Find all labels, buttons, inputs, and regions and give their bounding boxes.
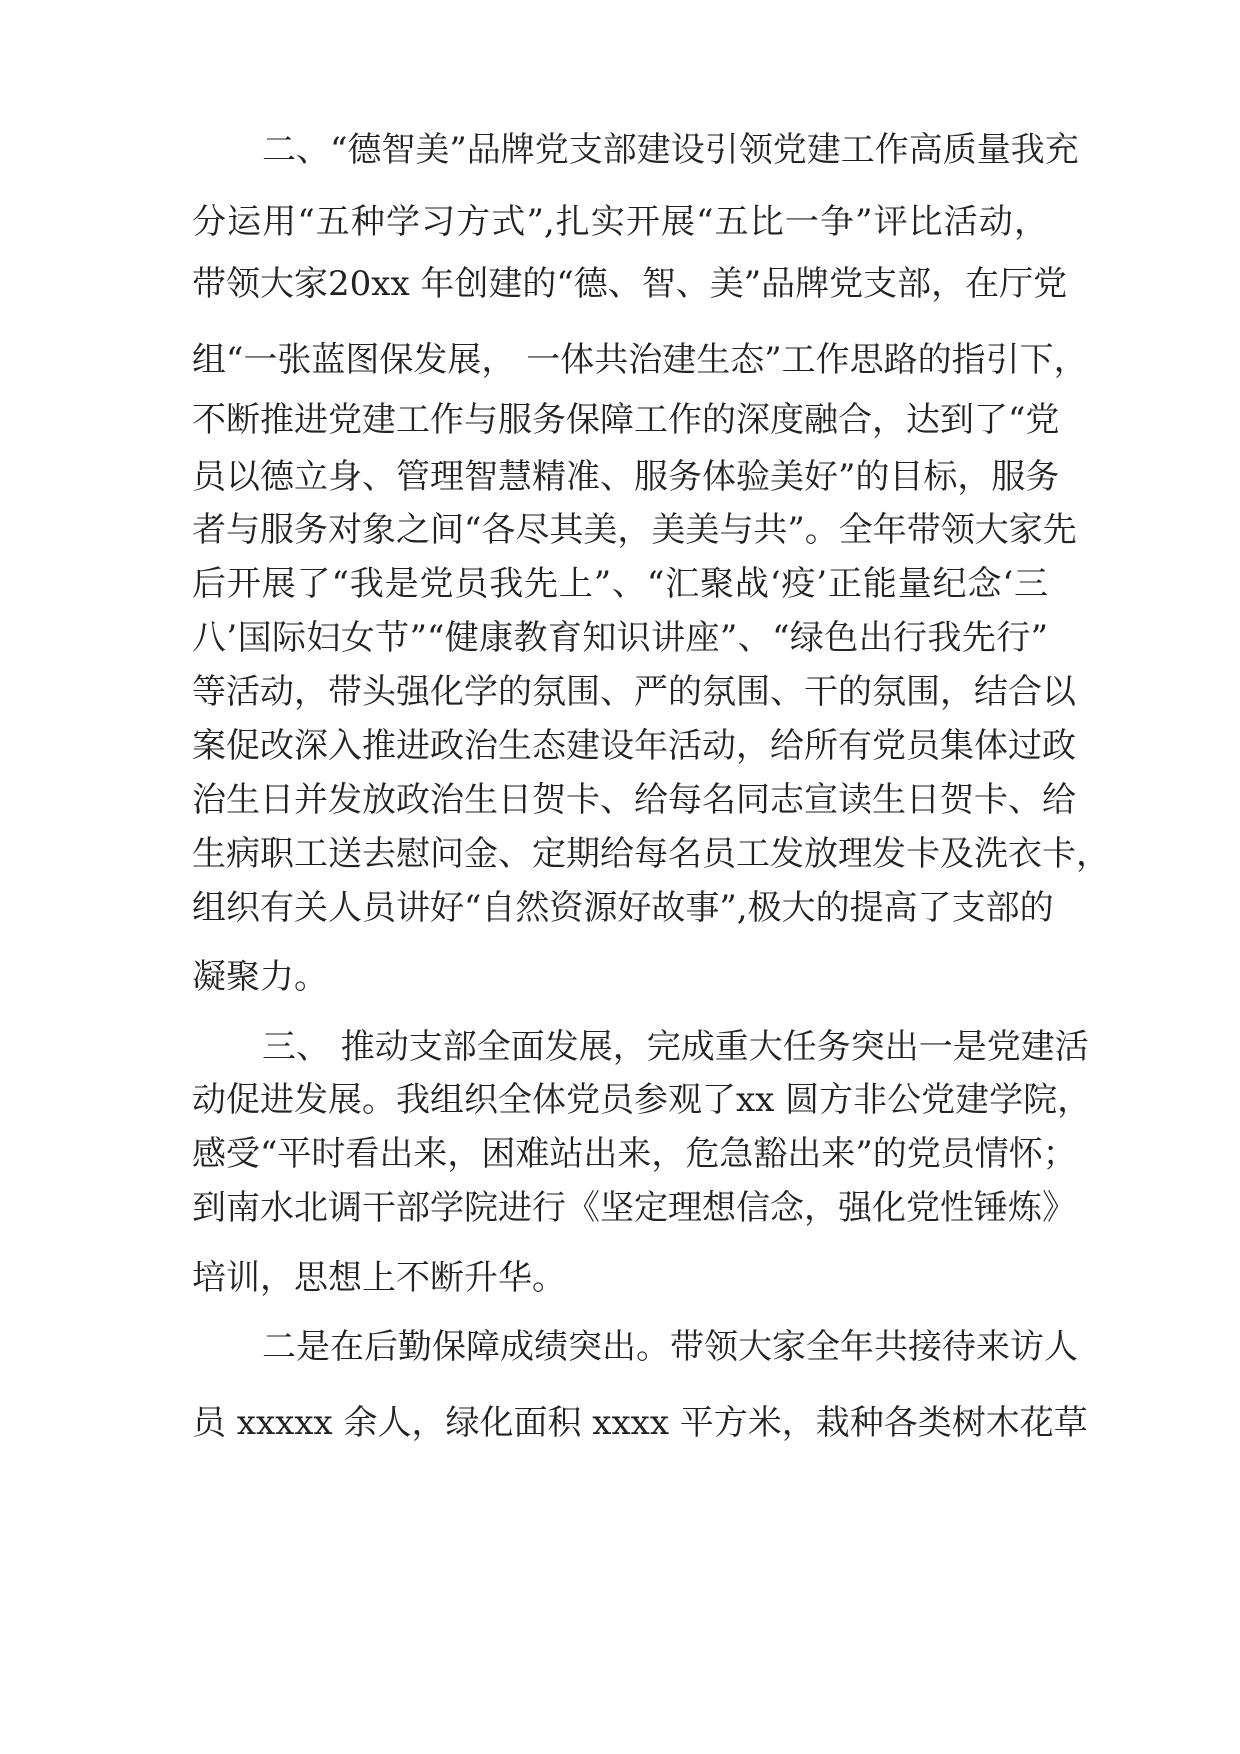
paragraph-line: 后开展了“我是党员我先上”、“汇聚战‘疫’正能量纪念‘三	[192, 564, 1048, 604]
paragraph-line: 分运用“五种学习方式”,扎实开展“五比一争”评比活动，	[192, 202, 1048, 242]
paragraph-line: 生病职工送去慰问金、定期给每名员工发放理发卡及洗衣卡，	[192, 834, 1110, 874]
paragraph-line: 员 xxxxx 余人，绿化面积 xxxx 平方米，栽种各类树木花草	[192, 1403, 1088, 1443]
paragraph-line: 二、“德智美”品牌党支部建设引领党建工作高质量我充	[262, 130, 1079, 170]
paragraph-line: 二是在后勤保障成绩突出。带领大家全年共接待来访人	[262, 1327, 1078, 1367]
paragraph-line: 不断推进党建工作与服务保障工作的深度融合，达到了“党	[192, 400, 1060, 440]
paragraph-line: 动促进发展。我组织全体党员参观了xx 圆方非公党建学院，	[192, 1080, 1092, 1120]
paragraph-line: 三、 推动支部全面发展，完成重大任务突出一是党建活	[262, 1027, 1089, 1067]
paragraph-line: 组织有关人员讲好“自然资源好故事”,极大的提高了支部的	[192, 888, 1054, 928]
paragraph-line: 八’国际妇女节”“健康教育知识讲座”、“绿色出行我先行”	[192, 618, 1048, 658]
paragraph-line: 员以德立身、管理智慧精准、服务体验美好”的目标，服务	[192, 457, 1060, 497]
paragraph-line: 感受“平时看出来，困难站出来，危急豁出来”的党员情怀；	[192, 1134, 1077, 1174]
paragraph-line: 带领大家20xx 年创建的“德、智、美”品牌党支部，在厅党	[192, 264, 1068, 304]
paragraph-line: 组“一张蓝图保发展， 一体共治建生态”工作思路的指引下，	[192, 340, 1088, 380]
paragraph-line: 培训，思想上不断升华。	[192, 1258, 566, 1298]
paragraph-line: 等活动，带头强化学的氛围、严的氛围、干的氛围，结合以	[192, 672, 1076, 712]
paragraph-line: 凝聚力。	[192, 957, 328, 997]
paragraph-line: 到南水北调干部学院进行《坚定理想信念，强化党性锤炼》	[192, 1188, 1076, 1228]
paragraph-line: 治生日并发放政治生日贺卡、给每名同志宣读生日贺卡、给	[192, 780, 1076, 820]
paragraph-line: 案促改深入推进政治生态建设年活动，给所有党员集体过政	[192, 726, 1076, 766]
paragraph-line: 者与服务对象之间“各尽其美，美美与共”。全年带领大家先	[192, 510, 1077, 550]
